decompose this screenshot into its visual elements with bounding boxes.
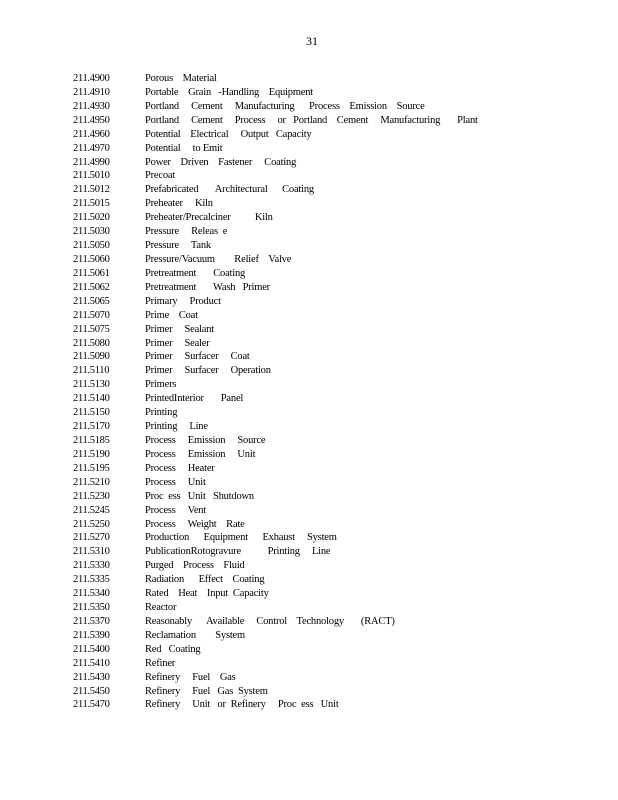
list-item (73, 225, 478, 239)
section-number: 211.5110 (73, 365, 110, 377)
section-number: 211.5210 (73, 476, 110, 488)
defined-term: Printing Line (145, 421, 208, 433)
section-number: 211.5080 (73, 337, 110, 349)
defined-term: Pretreatment Wash Primer (145, 281, 270, 293)
list-item (73, 197, 478, 211)
section-number: 211.5065 (73, 295, 110, 307)
defined-term: Rated Heat Input Capacity (145, 588, 269, 600)
list-item (73, 671, 478, 685)
list-item (73, 643, 478, 657)
section-number: 211.5190 (73, 448, 110, 460)
list-item (73, 698, 478, 712)
defined-term: Potential to Emit (145, 142, 223, 154)
list-item (73, 657, 478, 671)
defined-term: Reclamation System (145, 629, 245, 641)
defined-term: PrintedInterior Panel (145, 393, 244, 405)
defined-term: Radiation Effect Coating (145, 574, 265, 586)
section-number: 211.5310 (73, 546, 110, 558)
defined-term: Process Heater (145, 462, 215, 474)
list-item (73, 629, 478, 643)
section-number: 211.5090 (73, 351, 110, 363)
defined-term: Portland Cement Manufacturing Process Emission Source (145, 100, 425, 112)
section-number: 211.5245 (73, 504, 110, 516)
section-number: 211.5270 (73, 532, 110, 544)
section-number: 211.5170 (73, 421, 110, 433)
defined-term: Process Weight Rate (145, 518, 245, 530)
defined-term: Red Coating (145, 643, 201, 655)
defined-term: Portable Grain -Handling Equipment (145, 86, 314, 98)
section-number: 211.4950 (73, 114, 110, 126)
section-number: 211.5020 (73, 212, 110, 224)
defined-term: Purged Process Fluid (145, 560, 245, 572)
section-number: 211.5185 (73, 434, 110, 446)
list-item (73, 601, 478, 615)
section-number: 211.5370 (73, 615, 110, 627)
section-number: 211.5400 (73, 643, 110, 655)
section-number: 211.5430 (73, 671, 110, 683)
defined-term: Reactor (145, 602, 177, 614)
defined-term: Primer Sealer (145, 337, 210, 349)
list-item (73, 434, 478, 448)
defined-term: Primer Sealant (145, 323, 215, 335)
defined-term: Primers (145, 379, 177, 391)
list-item (73, 378, 478, 392)
defined-term: Prime Coat (145, 309, 198, 321)
section-number: 211.4900 (73, 73, 110, 84)
section-number: 211.5010 (73, 170, 110, 182)
defined-term: Pressure Tank (145, 240, 211, 252)
section-number: 211.5150 (73, 407, 110, 419)
section-number: 211.5062 (73, 281, 110, 293)
list-item (73, 364, 478, 378)
section-number: 211.5015 (73, 198, 110, 210)
defined-term: Prefabricated Architectural Coating (145, 184, 314, 196)
list-item (73, 323, 478, 337)
defined-term: Process Unit (145, 476, 206, 488)
defined-term: Production Equipment Exhaust System (145, 532, 337, 544)
list-item (73, 685, 478, 699)
section-number: 211.5450 (73, 685, 110, 697)
list-item (73, 211, 478, 225)
list-item (73, 448, 478, 462)
list-item (73, 392, 478, 406)
list-item (73, 490, 478, 504)
defined-term: Primer Surfacer Operation (145, 365, 271, 377)
list-item (73, 476, 478, 490)
list-item (73, 573, 478, 587)
defined-term: Potential Electrical Output Capacity (145, 128, 312, 140)
list-item (73, 587, 478, 601)
section-number: 211.5195 (73, 462, 110, 474)
list-item (73, 545, 478, 559)
section-number: 211.5335 (73, 574, 110, 586)
section-number: 211.4960 (73, 128, 110, 140)
defined-term: Printing (145, 407, 178, 419)
section-number: 211.4910 (73, 86, 110, 98)
defined-term: Reasonably Available Control Technology (RACT) (145, 615, 395, 627)
defined-term: PublicationRotogravure Printing Line (145, 546, 331, 558)
list-item (73, 559, 478, 573)
list-item (73, 142, 478, 156)
defined-term: Primary Product (145, 295, 221, 307)
list-item (73, 128, 478, 142)
list-item (73, 420, 478, 434)
defined-term: Porous Material (145, 73, 217, 84)
list-item (73, 100, 478, 114)
section-number: 211.5390 (73, 629, 110, 641)
list-item (73, 531, 478, 545)
defined-term: Preheater Kiln (145, 198, 213, 210)
defined-term: Pressure Releas e (145, 226, 228, 238)
section-number: 211.5410 (73, 657, 110, 669)
section-number: 211.5075 (73, 323, 110, 335)
section-number: 211.5070 (73, 309, 110, 321)
list-item (73, 281, 478, 295)
list-item (73, 114, 478, 128)
section-number: 211.4970 (73, 142, 110, 154)
defined-term: Refiner (145, 657, 176, 669)
list-item (73, 518, 478, 532)
section-number: 211.5230 (73, 490, 110, 502)
defined-term: Precoat (145, 170, 176, 182)
section-number: 211.5060 (73, 253, 110, 265)
section-number: 211.5050 (73, 240, 110, 252)
section-number: 211.4930 (73, 100, 110, 112)
list-item (73, 156, 478, 170)
list-item (73, 295, 478, 309)
list-item (73, 615, 478, 629)
list-item (73, 462, 478, 476)
list-item (73, 504, 478, 518)
defined-term: Proc ess Unit Shutdown (145, 490, 254, 502)
defined-term: Refinery Unit or Refinery Proc ess Unit (145, 699, 339, 711)
section-number: 211.5061 (73, 267, 110, 279)
defined-term: Refinery Fuel Gas (145, 671, 236, 683)
list-item (73, 72, 478, 86)
defined-term: Process Vent (145, 504, 207, 516)
defined-term: Pressure/Vacuum Relief Valve (145, 253, 292, 265)
section-number: 211.5140 (73, 393, 110, 405)
section-number: 211.5250 (73, 518, 110, 530)
defined-term: Power Driven Fastener Coating (145, 156, 297, 168)
defined-term: Refinery Fuel Gas System (145, 685, 268, 697)
list-item (73, 253, 478, 267)
list-item (73, 239, 478, 253)
defined-term: Portland Cement Process or Portland Cement Manufacturing Plant (145, 114, 478, 126)
defined-term: Process Emission Unit (145, 448, 256, 460)
section-number: 211.5340 (73, 588, 110, 600)
defined-term: Primer Surfacer Coat (145, 351, 250, 363)
list-item (73, 86, 478, 100)
defined-term: Preheater/Precalciner Kiln (145, 212, 273, 224)
list-item (73, 267, 478, 281)
section-number: 211.4990 (73, 156, 110, 168)
section-number: 211.5030 (73, 226, 110, 238)
list-item (73, 169, 478, 183)
page-number: 31 (306, 34, 318, 48)
defined-term: Pretreatment Coating (145, 267, 246, 279)
section-number: 211.5470 (73, 699, 110, 711)
section-number: 211.5130 (73, 379, 110, 391)
list-item (73, 350, 478, 364)
list-item (73, 309, 478, 323)
defined-term: Process Emission Source (145, 434, 266, 446)
section-number: 211.5330 (73, 560, 110, 572)
list-item (73, 183, 478, 197)
list-item (73, 406, 478, 420)
definitions-index-list (73, 72, 478, 712)
section-number: 211.5012 (73, 184, 110, 196)
list-item (73, 337, 478, 351)
section-number: 211.5350 (73, 602, 110, 614)
